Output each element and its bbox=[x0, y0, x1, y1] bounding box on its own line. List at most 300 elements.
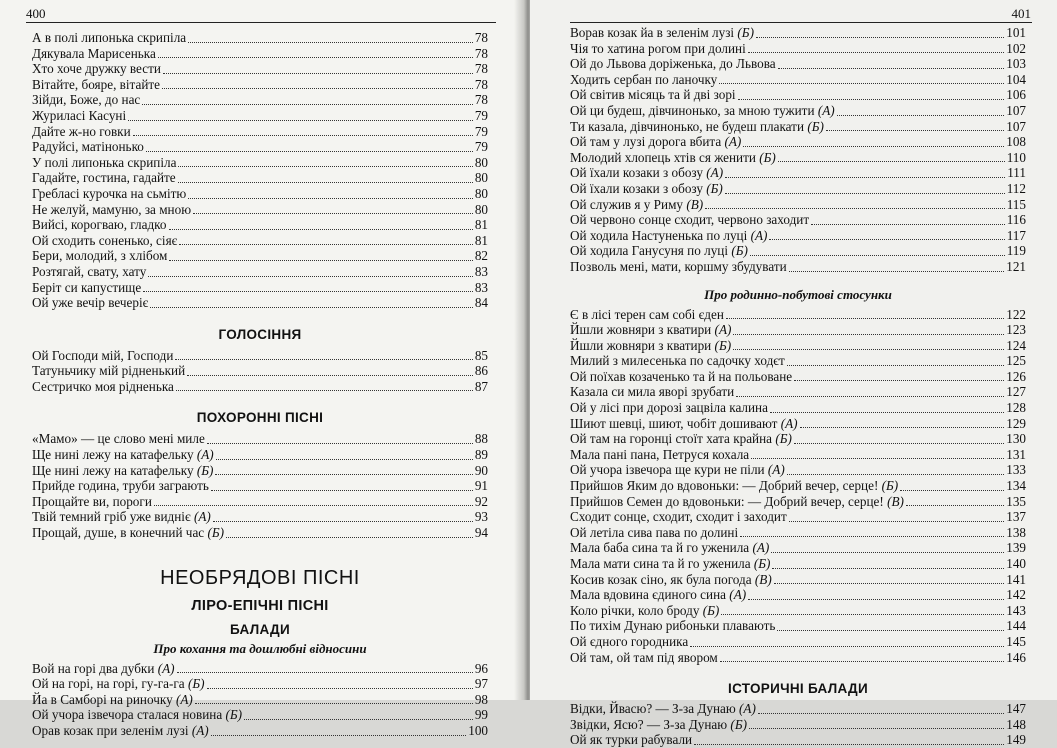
dot-leader bbox=[733, 349, 1004, 350]
entry-title-text: Сестричко моя рідненька bbox=[32, 378, 174, 394]
dot-leader bbox=[148, 276, 472, 277]
entry-title-text: Сходит сонце, сходит, сходит і заходит bbox=[570, 509, 787, 525]
toc-entry-title bbox=[32, 348, 173, 364]
toc-entry-title bbox=[32, 661, 175, 677]
toc-entry-title bbox=[570, 307, 724, 323]
toc-entry bbox=[570, 572, 1026, 588]
entry-title-text: Ой поїхав козаченько та й на польоване bbox=[570, 368, 793, 384]
dot-leader bbox=[211, 490, 473, 491]
dot-leader bbox=[749, 728, 1004, 729]
toc-entry bbox=[570, 717, 1026, 733]
subheading-rodynno-pobutovi: Про родинно-побутові стосунки bbox=[704, 286, 892, 302]
dot-leader bbox=[789, 271, 1005, 272]
entry-page-number: 143 bbox=[1006, 602, 1026, 618]
toc-entry bbox=[570, 322, 1026, 338]
entry-page-number: 93 bbox=[474, 509, 488, 525]
dot-leader bbox=[751, 458, 1004, 459]
entry-title-text: Молодий хлопець хтів ся женити bbox=[570, 149, 756, 165]
toc-entry-title bbox=[570, 634, 688, 650]
dot-leader bbox=[743, 146, 1004, 147]
toc-entry-title bbox=[570, 72, 717, 88]
entry-title-text: Відки, Йвасю? — З-за Дунаю bbox=[570, 701, 736, 717]
toc-entry-title bbox=[570, 462, 785, 478]
dot-leader bbox=[133, 135, 473, 136]
entry-title-text: Ой їхали козаки з обозу bbox=[570, 165, 703, 181]
entry-page-number: 106 bbox=[1006, 87, 1026, 103]
header-rule-left bbox=[26, 22, 496, 23]
dot-leader bbox=[705, 208, 1005, 209]
dot-leader bbox=[690, 646, 1004, 647]
dot-leader bbox=[187, 375, 473, 376]
toc-entry-title bbox=[570, 525, 738, 541]
entry-page-number: 149 bbox=[1006, 732, 1026, 748]
entry-title-text: Є в лісі терен сам собі єден bbox=[570, 306, 724, 322]
toc-entry bbox=[570, 103, 1026, 119]
entry-page-number: 133 bbox=[1006, 462, 1026, 478]
toc-entry bbox=[570, 701, 1026, 717]
entry-title-text: Вой на горі два дубки bbox=[32, 660, 155, 676]
entry-page-number: 91 bbox=[474, 478, 488, 494]
toc-entry bbox=[570, 587, 1026, 603]
toc-entry bbox=[32, 723, 488, 739]
entry-title-text: Прийшов Яким до вдовоньки: — Добрий вечер, серце! bbox=[570, 478, 879, 494]
dot-leader bbox=[694, 744, 1004, 745]
toc-entry-title bbox=[570, 701, 756, 717]
toc-entry-title bbox=[570, 431, 792, 447]
entry-page-number: 83 bbox=[474, 263, 488, 279]
entry-title-text: Радуйсі, матінонько bbox=[32, 139, 144, 155]
entry-title-text: Ще нині лежу на катафельку bbox=[32, 462, 194, 478]
dot-leader bbox=[740, 536, 1004, 537]
toc-entry-title bbox=[570, 384, 734, 400]
toc-entry bbox=[32, 676, 488, 692]
entry-variant: (В) bbox=[887, 493, 904, 509]
dot-leader bbox=[163, 73, 473, 74]
toc-group-wedding bbox=[32, 30, 488, 311]
entry-page-number: 130 bbox=[1006, 431, 1026, 447]
toc-entry bbox=[570, 650, 1026, 666]
dot-leader bbox=[207, 443, 473, 444]
entry-variant: (Б) bbox=[775, 431, 792, 447]
toc-entry-title bbox=[32, 30, 186, 46]
toc-entry bbox=[570, 400, 1026, 416]
toc-entry-title bbox=[570, 509, 787, 525]
toc-entry-title bbox=[32, 248, 167, 264]
entry-title-text: Ой як турки рабували bbox=[570, 732, 693, 748]
toc-entry-title bbox=[570, 556, 770, 572]
entry-variant: (А) bbox=[714, 322, 732, 338]
toc-entry bbox=[32, 463, 488, 479]
entry-page-number: 81 bbox=[474, 232, 488, 248]
entry-variant: (Б) bbox=[730, 716, 747, 732]
dot-leader bbox=[778, 161, 1005, 162]
entry-title-text: Йшли жовняри з кватири bbox=[570, 337, 712, 353]
entry-title-text: Позволь мені, мати, коршму збудувати bbox=[570, 258, 787, 274]
toc-entry bbox=[570, 134, 1026, 150]
toc-entry-title bbox=[570, 197, 703, 213]
dot-leader bbox=[207, 688, 473, 689]
page-number-right: 401 bbox=[1011, 6, 1031, 21]
entry-title-text: Ой уже вечір вечеріє bbox=[32, 295, 149, 311]
entry-title-text: Вітайте, бояре, вітайте bbox=[32, 76, 161, 92]
entry-page-number: 116 bbox=[1006, 212, 1026, 228]
toc-entry bbox=[32, 77, 488, 93]
entry-page-number: 80 bbox=[474, 154, 488, 170]
entry-title-text: Розтягай, свату, хату bbox=[32, 263, 147, 279]
entry-title-text: Зійди, Боже, до нас bbox=[32, 92, 141, 108]
entry-title-text: Татуньчику мій рідненький bbox=[32, 363, 186, 379]
toc-entry-title bbox=[32, 280, 141, 296]
entry-page-number: 101 bbox=[1006, 25, 1026, 40]
section-heading-istorychni: ІСТОРИЧНІ БАЛАДИ bbox=[728, 681, 868, 697]
entry-page-number: 117 bbox=[1006, 227, 1026, 243]
toc-entry-title bbox=[32, 77, 160, 93]
toc-entry-title bbox=[32, 155, 176, 171]
entry-title-text: Казала си мила яворі зрубати bbox=[570, 384, 735, 400]
dot-leader bbox=[215, 474, 472, 475]
entry-page-number: 148 bbox=[1006, 716, 1026, 732]
toc-entry-title bbox=[32, 379, 174, 395]
entry-page-number: 78 bbox=[474, 30, 488, 45]
toc-entry bbox=[570, 478, 1026, 494]
entry-page-number: 134 bbox=[1006, 478, 1026, 494]
dot-leader bbox=[719, 83, 1004, 84]
dot-leader bbox=[213, 521, 473, 522]
toc-group-holosinnia bbox=[32, 348, 488, 395]
entry-title-text: Ой єдного городника bbox=[570, 633, 689, 649]
dot-leader bbox=[794, 443, 1004, 444]
toc-entry bbox=[32, 280, 488, 296]
entry-variant: (А) bbox=[157, 660, 175, 676]
entry-title-text: Ой їхали козаки з обозу bbox=[570, 180, 703, 196]
toc-entry-title bbox=[32, 463, 213, 479]
entry-variant: (А) bbox=[196, 447, 214, 463]
toc-entry bbox=[32, 233, 488, 249]
dot-leader bbox=[216, 459, 473, 460]
right-toc-column bbox=[570, 25, 1026, 748]
entry-variant: (В) bbox=[754, 571, 772, 587]
toc-entry-title bbox=[32, 108, 126, 124]
toc-entry bbox=[570, 353, 1026, 369]
entry-variant: (В) bbox=[686, 196, 704, 212]
dot-leader bbox=[771, 552, 1004, 553]
entry-title-text: Ой світив місяць та й дві зорі bbox=[570, 87, 736, 103]
entry-page-number: 79 bbox=[474, 107, 488, 123]
dot-leader bbox=[756, 37, 1004, 38]
entry-variant: (Б) bbox=[187, 676, 205, 692]
entry-page-number: 140 bbox=[1006, 556, 1026, 571]
entry-title-text: Мала вдовина єдиного сина bbox=[570, 587, 726, 603]
entry-variant: (А) bbox=[780, 415, 798, 431]
dot-leader bbox=[789, 521, 1004, 522]
toc-entry bbox=[570, 181, 1026, 197]
dot-leader bbox=[787, 474, 1004, 475]
entry-title-text: Коло річки, коло броду bbox=[570, 602, 700, 618]
entry-page-number: 141 bbox=[1006, 571, 1026, 587]
entry-title-text: «Мамо» — це слово мені миле bbox=[32, 431, 205, 447]
toc-entry-title bbox=[32, 431, 205, 447]
dot-leader bbox=[175, 359, 472, 360]
toc-entry bbox=[570, 307, 1026, 323]
toc-entry bbox=[570, 416, 1026, 432]
toc-entry-title bbox=[32, 61, 161, 77]
entry-variant: (А) bbox=[752, 540, 770, 556]
entry-page-number: 139 bbox=[1006, 540, 1026, 556]
dot-leader bbox=[226, 537, 473, 538]
toc-entry bbox=[32, 379, 488, 395]
toc-entry-title bbox=[570, 400, 768, 416]
entry-variant: (А) bbox=[767, 462, 785, 478]
toc-entry-title bbox=[570, 447, 749, 463]
dot-leader bbox=[162, 88, 473, 89]
toc-entry bbox=[32, 202, 488, 218]
dot-leader bbox=[758, 713, 1004, 714]
entry-title-text: А в полі липонька скрипіла bbox=[32, 30, 187, 45]
entry-title-text: Ой сходить соненько, сіяє bbox=[32, 232, 178, 248]
entry-title-text: Хто хоче дружку вести bbox=[32, 61, 161, 77]
entry-variant: (Б) bbox=[731, 243, 748, 259]
dot-leader bbox=[178, 182, 473, 183]
entry-title-text: Ой ходила Ганусуня по луці bbox=[570, 243, 729, 259]
toc-entry-title bbox=[570, 87, 736, 103]
entry-page-number: 128 bbox=[1006, 400, 1026, 416]
entry-page-number: 111 bbox=[1007, 165, 1026, 181]
toc-entry-title bbox=[570, 228, 767, 244]
entry-page-number: 142 bbox=[1006, 587, 1026, 603]
dot-leader bbox=[176, 390, 473, 391]
dot-leader bbox=[142, 104, 473, 105]
page-number-left: 400 bbox=[26, 6, 46, 21]
entry-title-text: Ой учора ізвечора ще кури не піли bbox=[570, 462, 765, 478]
dot-leader bbox=[725, 193, 1005, 194]
subheading-kokhannia: Про кохання та дошлюбні відносини bbox=[153, 640, 367, 656]
dot-leader bbox=[169, 229, 473, 230]
entry-title-text: Ой учора ізвечора сталася новина bbox=[32, 707, 223, 723]
toc-group-kokhannia bbox=[32, 661, 488, 739]
dot-leader bbox=[244, 719, 473, 720]
toc-entry bbox=[570, 732, 1026, 748]
header-rule-right bbox=[570, 22, 1032, 23]
entry-variant: (А) bbox=[724, 134, 742, 150]
toc-entry-title bbox=[570, 587, 746, 603]
dot-leader bbox=[900, 490, 1004, 491]
entry-title-text: Ще нині лежу на катафельку bbox=[32, 447, 194, 463]
entry-title-text: Ой на горі, на горі, гу-га-га bbox=[32, 676, 185, 692]
toc-entry-title bbox=[570, 259, 787, 275]
toc-entry-title bbox=[32, 478, 209, 494]
toc-entry-title bbox=[570, 478, 898, 494]
entry-page-number: 146 bbox=[1006, 649, 1026, 665]
entry-page-number: 80 bbox=[474, 201, 488, 217]
toc-entry bbox=[32, 707, 488, 723]
toc-entry bbox=[32, 509, 488, 525]
entry-page-number: 122 bbox=[1006, 306, 1026, 322]
toc-entry-title bbox=[570, 322, 731, 338]
entry-page-number: 124 bbox=[1006, 337, 1026, 353]
toc-entry-title bbox=[32, 46, 156, 62]
entry-title-text: Шиют шевці, шиют, чобіт дошивают bbox=[570, 415, 778, 431]
dot-leader bbox=[750, 255, 1005, 256]
toc-entry-title bbox=[570, 540, 769, 556]
entry-title-text: Ой летіла сива пава по долині bbox=[570, 524, 739, 540]
entry-title-text: У полі липонька скрипіла bbox=[32, 154, 177, 170]
section-heading-liro-epichni: ЛІРО-ЕПІЧНІ ПІСНІ bbox=[191, 597, 329, 614]
toc-entry bbox=[32, 478, 488, 494]
entry-title-text: Бери, молодий, з хлібом bbox=[32, 248, 168, 264]
entry-variant: (А) bbox=[739, 701, 756, 717]
toc-entry bbox=[570, 41, 1026, 57]
toc-entry bbox=[32, 30, 488, 46]
toc-entry bbox=[32, 264, 488, 280]
entry-variant: (Б) bbox=[207, 525, 225, 541]
entry-title-text: Вийсі, корогваю, гладко bbox=[32, 217, 167, 233]
section-heading-pokhoronni: ПОХОРОННІ ПІСНІ bbox=[196, 410, 324, 426]
toc-entry-title bbox=[570, 572, 772, 588]
toc-entry-title bbox=[32, 494, 152, 510]
entry-page-number: 88 bbox=[474, 431, 488, 447]
entry-page-number: 79 bbox=[474, 123, 488, 139]
entry-variant: (Б) bbox=[225, 707, 243, 723]
section-heading-baladi: БАЛАДИ bbox=[230, 621, 290, 637]
entry-title-text: Чія то хатина рогом при долині bbox=[570, 40, 746, 56]
entry-page-number: 137 bbox=[1006, 509, 1026, 525]
entry-page-number: 115 bbox=[1006, 196, 1026, 212]
entry-page-number: 121 bbox=[1006, 258, 1026, 274]
toc-entry-title bbox=[32, 139, 144, 155]
toc-entry-title bbox=[570, 41, 746, 57]
entry-page-number: 84 bbox=[474, 295, 488, 311]
entry-page-number: 96 bbox=[474, 660, 488, 676]
entry-variant: (Б) bbox=[881, 478, 899, 494]
entry-title-text: Ой там на горонці стоїт хата крайна bbox=[570, 431, 773, 447]
toc-group-kokhannia-cont bbox=[570, 25, 1026, 275]
entry-page-number: 97 bbox=[474, 676, 488, 692]
entry-title-text: Ходить сербан по ланочку bbox=[570, 71, 718, 87]
toc-entry bbox=[32, 217, 488, 233]
toc-entry bbox=[570, 431, 1026, 447]
toc-entry bbox=[570, 540, 1026, 556]
entry-title-text: Гребласі курочка на сьмітю bbox=[32, 185, 187, 201]
toc-entry-title bbox=[570, 732, 692, 748]
toc-entry-title bbox=[570, 618, 775, 634]
entry-title-text: Ой служив я у Риму bbox=[570, 196, 684, 212]
entry-title-text: Дякувала Марисенька bbox=[32, 45, 156, 61]
toc-entry-title bbox=[570, 717, 747, 733]
entry-page-number: 129 bbox=[1006, 415, 1026, 431]
entry-page-number: 104 bbox=[1006, 71, 1026, 87]
toc-entry bbox=[570, 228, 1026, 244]
dot-leader bbox=[811, 224, 1005, 225]
toc-entry-title bbox=[32, 707, 242, 723]
dot-leader bbox=[150, 307, 472, 308]
entry-title-text: Ой там, ой там під явором bbox=[570, 649, 718, 665]
entry-page-number: 131 bbox=[1006, 446, 1026, 462]
toc-entry-title bbox=[32, 295, 148, 311]
dot-leader bbox=[748, 599, 1004, 600]
dot-leader bbox=[774, 583, 1004, 584]
entry-variant: (Б) bbox=[196, 462, 214, 478]
toc-entry bbox=[32, 92, 488, 108]
dot-leader bbox=[721, 614, 1004, 615]
toc-entry bbox=[32, 108, 488, 124]
toc-entry-title bbox=[570, 181, 723, 197]
entry-page-number: 78 bbox=[474, 45, 488, 61]
entry-page-number: 81 bbox=[474, 217, 488, 233]
entry-title-text: Ти казала, дівчинонько, не будеш плакати bbox=[570, 118, 805, 134]
entry-page-number: 87 bbox=[474, 378, 488, 394]
dot-leader bbox=[146, 151, 473, 152]
entry-title-text: Беріт си капустище bbox=[32, 279, 142, 295]
toc-group-istorychni bbox=[570, 701, 1026, 748]
toc-entry-title bbox=[570, 494, 904, 510]
dot-leader bbox=[726, 318, 1004, 319]
toc-entry bbox=[570, 212, 1026, 228]
entry-variant: (Б) bbox=[702, 602, 720, 618]
toc-entry bbox=[570, 25, 1026, 41]
dot-leader bbox=[158, 57, 473, 58]
entry-variant: (Б) bbox=[807, 118, 824, 134]
entry-page-number: 108 bbox=[1006, 134, 1026, 150]
entry-variant: (Б) bbox=[759, 149, 776, 165]
toc-entry bbox=[32, 692, 488, 708]
right-page bbox=[530, 0, 1057, 748]
toc-entry bbox=[570, 494, 1026, 510]
dot-leader bbox=[154, 505, 473, 506]
entry-page-number: 78 bbox=[474, 76, 488, 92]
entry-title-text: Ой до Львова доріженька, до Львова bbox=[570, 56, 776, 72]
toc-entry bbox=[570, 197, 1026, 213]
dot-leader bbox=[837, 115, 1005, 116]
toc-entry bbox=[570, 87, 1026, 103]
entry-title-text: Косив козак сіно, як була погода bbox=[570, 571, 752, 587]
toc-group-rodynno bbox=[570, 307, 1026, 666]
part-heading-neobriadovi: НЕОБРЯДОВІ ПІСНІ bbox=[160, 566, 360, 589]
toc-entry bbox=[570, 150, 1026, 166]
entry-variant: (А) bbox=[193, 509, 211, 525]
entry-page-number: 99 bbox=[474, 707, 488, 723]
toc-entry bbox=[570, 556, 1026, 572]
dot-leader bbox=[195, 703, 473, 704]
toc-entry bbox=[570, 56, 1026, 72]
toc-entry-title bbox=[570, 338, 731, 354]
dot-leader bbox=[794, 380, 1004, 381]
dot-leader bbox=[179, 244, 473, 245]
toc-entry-title bbox=[570, 165, 723, 181]
entry-page-number: 147 bbox=[1006, 701, 1026, 717]
dot-leader bbox=[193, 213, 473, 214]
toc-entry-title bbox=[570, 134, 741, 150]
entry-title-text: Гадайте, гостина, гадайте bbox=[32, 170, 176, 186]
toc-entry bbox=[32, 61, 488, 77]
entry-variant: (Б) bbox=[753, 556, 771, 571]
left-page bbox=[0, 0, 522, 738]
entry-title-text: Дайте ж-но говки bbox=[32, 123, 131, 139]
dot-leader bbox=[178, 166, 472, 167]
entry-title-text: Прощай, душе, в конечний час bbox=[32, 525, 205, 541]
entry-title-text: Ой Господи мій, Господи bbox=[32, 347, 174, 363]
entry-page-number: 135 bbox=[1006, 493, 1026, 509]
entry-page-number: 107 bbox=[1006, 118, 1026, 134]
toc-entry-title bbox=[32, 186, 186, 202]
entry-page-number: 86 bbox=[474, 363, 488, 379]
entry-title-text: Прийшов Семен до вдовоньки: — Добрий вечер, серце! bbox=[570, 493, 884, 509]
entry-page-number: 138 bbox=[1006, 524, 1026, 540]
toc-entry bbox=[32, 186, 488, 202]
toc-entry bbox=[570, 243, 1026, 259]
dot-leader bbox=[188, 42, 473, 43]
entry-page-number: 127 bbox=[1006, 384, 1026, 400]
dot-leader bbox=[906, 505, 1004, 506]
